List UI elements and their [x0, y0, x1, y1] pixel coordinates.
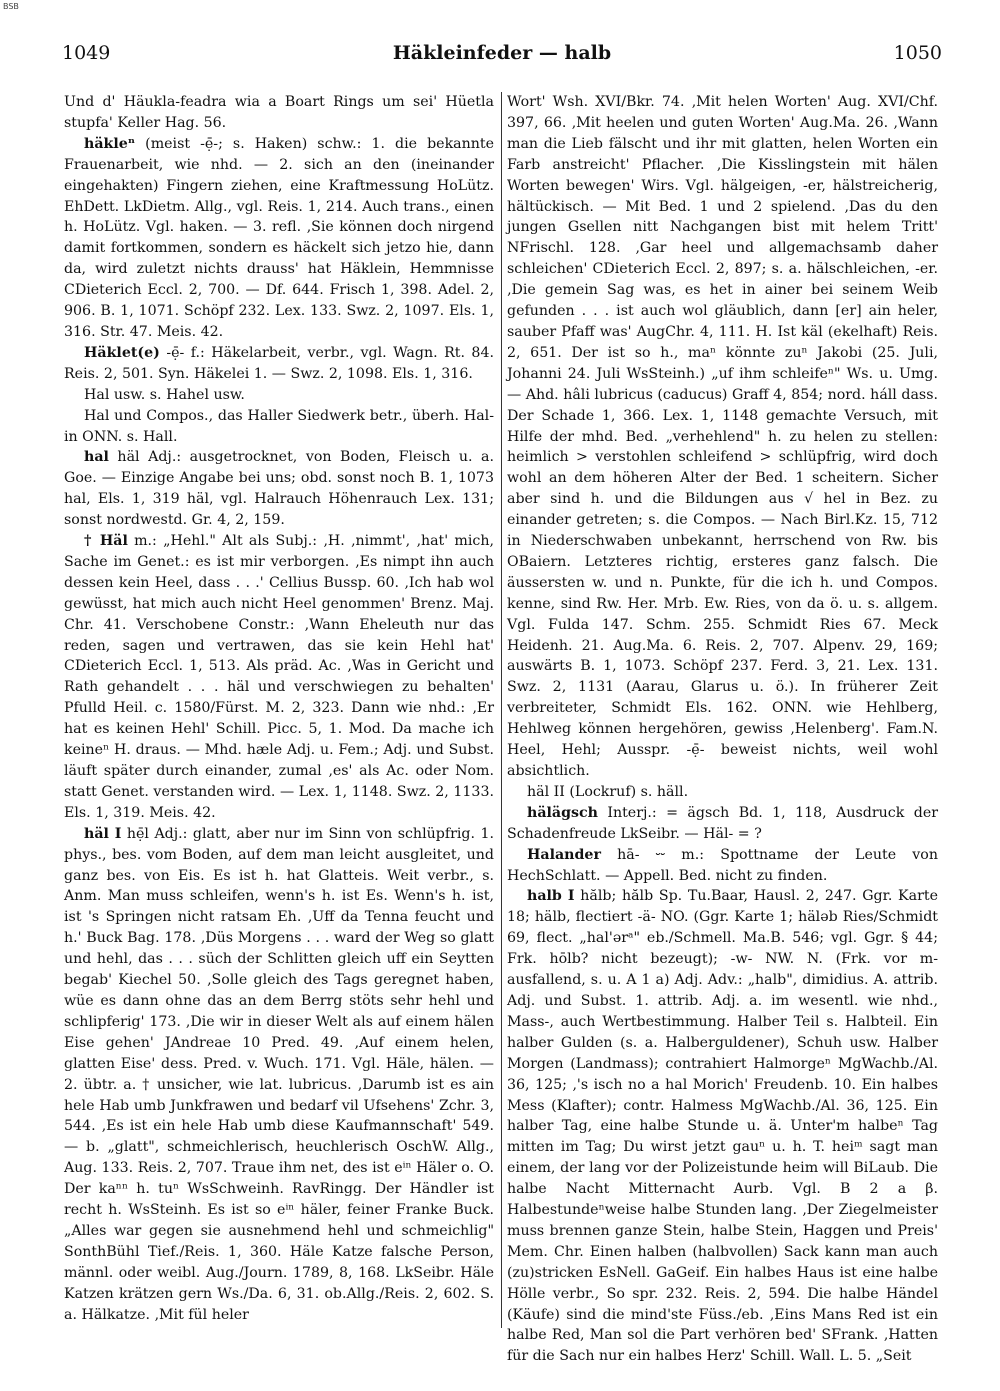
page-header [62, 42, 942, 78]
entry: Hal usw. s. Hahel usw. [84, 386, 245, 403]
right-column [507, 92, 938, 1365]
entry: Halander hā- ⏑⏑ m.: Spottname der Leute von HechSchlatt. — Appell. Bed. nicht zu finden. [507, 846, 938, 884]
headword: häl I [84, 825, 122, 842]
entry: häl II (Lockruf) s. häll. [527, 783, 689, 800]
entry: hal häl Adj.: ausgetrocknet, von Boden, Fleisch u. a. Goe. — Einzige Angabe bei uns; obd. sonst noch B. 1, 1073 hal, Els. 1, 319 häl, vgl. Halrauch Höhenrauch Lex. 131; sonst nordwestd. Gr. 4, 2, 159. [64, 449, 494, 529]
entry: Hal und Compos., das Haller Siedwerk betr., überh. Hal- in ONN. s. Hall. [64, 407, 494, 445]
headword: hal [84, 449, 109, 466]
entry: hälägsch Interj.: = ägsch Bd. 1, 118, Ausdruck der Schadenfreude LkSeibr. — Häl- = ? [507, 804, 938, 842]
page-number-right: 1050 [893, 42, 942, 64]
headword: † Häl [84, 533, 128, 550]
headword: hälägsch [527, 804, 598, 821]
headword: halb I [527, 888, 575, 905]
headword: Halander [527, 846, 601, 863]
page-number-left: 1049 [62, 42, 111, 64]
entry: häkleⁿ (meist -ẹ̄-; s. Haken) schw.: 1. die bekannte Frauenarbeit, wie nhd. — 2. sich an den (ineinander eingehakten) Fingern ziehen, eine Kraftmessung HoLütz. EhDett. LkDietm. Allg., vgl. Reis. 1, 214. Auch trans., einen h. HoLütz. Vgl. haken. — 3. refl. ‚Sie können doch nirgend damit fortkommen, sondern es häckelt sich jetzo hie, dann da, wird zuletzt nichts drauss' hat Häklein, Hemmnisse CDieterich Eccl. 2, 700. — Df. 644. Frisch 1, 398. Adel. 2, 906. B. 1, 1071. Schöpf 232. Lex. 133. Swz. 2, 1097. Els. 1, 316. Str. 47. Meis. 42. [64, 135, 494, 340]
running-title: Häkleinfeder — halb [392, 42, 612, 64]
entry: Und d' Häukla-feadra wia a Boart Rings um sei' Hüetla stupfa' Keller Hag. 56. [64, 94, 494, 131]
library-stamp: BSB [3, 2, 19, 11]
column-divider [501, 92, 502, 1328]
headword: Häklet(e) [84, 344, 160, 361]
entry: häl I hẹ̄l Adj.: glatt, aber nur im Sinn von schlüpfrig. 1. phys., bes. vom Boden, auf dem man leicht ausgleitet, und ganz bes. von Eis. Es ist h. hat Glatteis. Weit verbr., s. Anm. Man muss schleifen, wenn's h. ist Es. Wenn's h. ist, ist 's Springen nicht ratsam Eh. ‚Uff da Tenna feucht und h.' Buck Bag. 178. ‚Düs Morgens . . . ward der Weg so glatt und hehl, das . . . süch der Schlitten gleich uff ein Seytten begab' Kiechel 50. ‚Solle gleich des Tags geregnet haben, wüe es dann ohne das an dem Berrg stöts sehr hehl und schlipferig' 173. ‚Die wir in dieser Welt als auf einem hälen Eise gehen' JAndreae 10 Pred. 49. ‚Auf einem helen, glatten Eise' dess. Pred. v. Wuch. 171. Vgl. Häle, hälen. — 2. übtr. a. † unsicher, wie lat. lubricus. ‚Darumb ist es ain hele Hab umb Junkfrawen und bedarf vil Ufsehens' Zchr. 3, 544. ‚Es ist ein hele Hab umb diese Kaufmannschaft' 549. — b. „glatt", schmeichlerisch, heuchlerisch OschW. Allg., Aug. 133. Reis. 2, 707. Traue ihm net, des ist eⁱⁿ Häler o. O. Der kaⁿⁿ h. tuⁿ WsSchweinh. RavRingg. Der Händler ist recht h. WsSteinh. Es ist so eⁱⁿ häler, feiner Franke Buck. „Alles war gegen sie ausnehmend hehl und schmeichlig" SonthBühl Tief./Reis. 1, 360. Häle Katze falsche Person, männl. oder weibl. Aug./Journ. 1789, 8, 168. LkSeibr. Häle Katzen krätzen gern Ws./Da. 6, 31. ob.Allg./Reis. 2, 602. S. a. Hälkatze. ‚Mit fül heler [64, 825, 494, 1323]
entry: Häklet(e) -ẹ̄- f.: Häkelarbeit, verbr., vgl. Wagn. Rt. 84. Reis. 2, 501. Syn. Häkelei 1. — Swz. 2, 1098. Els. 1, 316. [64, 344, 494, 382]
entry: halb I hălb; hălb Sp. Tu.Baar, Hausl. 2, 247. Ggr. Karte 18; hälb, flectiert -ä- NO. (Ggr. Karte 1; häləb Ries/Schmidt 69, flect. „hal'ərᵃ" eb./Schmell. Ma.B. 546; vgl. Ggr. § 44; Frk. hōlb? nicht bezeugt); -w- NW. N. (Frk. vor m- ausfallend, s. u. A 1 a) Adj. Adv.: „halb", dimidius. A. attrib. Adj. und Subst. 1. attrib. Adj. a. im wesentl. wie nhd., Mass-, auch Wertbestimmung. Halber Teil s. Halbteil. Ein halber Gulden (s. a. Halberguldener), Schuh usw. Halber Morgen (Landmass); contrahiert Halmorgeⁿ MgWachb./Al. 36, 125; ‚'s isch no a hal Morich' Freudenb. 10. Ein halbes Mess (Klafter); contr. Halmess MgWachb./Al. 36, 125. Ein halber Tag, eine halbe Stunde u. ä. Unter'm halbeⁿ Tag mitten im Tag; Du wirst jetzt gauⁿ u. h. T. heiᵐ sagt man einem, der lang vor der Polizeistunde heim will BiLaub. Die halbe Nacht Mitternacht Aurb. Vgl. B 2 a β. Halbestundeⁿweise halbe Stunden lang. ‚Der Ziegelmeister muss brennen ganze Stein, halbe Stein, Haggen und Preis' Mem. Chr. Einen halben (halbvollen) Sack kann man auch (zu)stricken EsNell. GaGeif. Ein halbes Haus ist eine halbe Hölle verbr., So spr. 232. Reis. 2, 594. Die halbe Händel (Käufe) sind die mind'ste Füss./eb. ‚Eins Mans Red ist ein halbe Red, Man sol die Part verhören bed' SFrank. ‚Hatten für die Sach nur ein halbes Herz' Schill. Wall. L. 5. „Seit [507, 888, 938, 1365]
headword: häkleⁿ [84, 135, 136, 152]
left-column [64, 92, 494, 1332]
entry: † Häl m.: „Hehl." Alt als Subj.: ‚H. ‚nimmt', ‚hat' mich, Sache im Genet.: es ist mir verborgen. ‚Es nimpt ihn auch dessen kein Heel, dass . . .' Cellius Bussp. 60. ‚Ich hab wol gewüsst, hat mich auch nicht Heel genommen' Brenz. Maj. Chr. 41. Verschobene Constr.: ‚Wann Eheleuth nur das reden, sagen und vertrawen, das sie kein Hehl hat' CDieterich Eccl. 1, 513. Als präd. Ac. ‚Was in Gericht und Rath gehandelt . . . häl und verschwiegen zu behalten' Pfulld Heil. c. 1580/Fürst. M. 2, 323. Dann wie nhd.: ‚Er hat es keinen Hehl' Schill. Picc. 5, 1. Mod. Da mache ich keineⁿ H. draus. — Mhd. hæle Adj. u. Fem.; Adj. und Subst. läuft später durch einander, zumal ‚es' als Ac. oder Nom. statt Genet. verstanden wird. — Lex. 1, 1148. Swz. 2, 1133. Els. 1, 319. Meis. 42. [64, 533, 494, 821]
entry: Wort' Wsh. XVI/Bkr. 74. ‚Mit helen Worten' Aug. XVI/Chf. 397, 66. ‚Mit heelen und guten Worten' Aug.Ma. 26. ‚Wann man die Lieb fälscht und ihr mit glatten, helen Worten ein Farb anstreicht' Pflacher. ‚Die Kisslingstein mit hälen Worten bewegen' Wirs. Vgl. hälgeigen, -er, hälstreicherig, hältückisch. — Mit Bed. 1 und 2 spielend. ‚Das du den jungen Gsellen nitt Nachgangen bist mit helem Tritt' NFrischl. 128. ‚Gar heel und allgemachsamb daher schleichen' CDieterich Eccl. 2, 897; s. a. hälschleichen, -er. ‚Die gemein Sag was, es het in ainer bei seinem Weib gefunden . . . ist auch wol gläublich, dann [er] ain heler, sauber Pfaff was' AugChr. 4, 111. H. Ist käl (ekelhaft) Reis. 2, 651. Der ist so h., maⁿ könnte zuⁿ Jakobi (25. Juli, Johanni 24. Juli WsSteinh.) „uf ihm schleifeⁿ" Ws. u. Umg. — Ahd. hâli lubricus (caducus) Graff 4, 854; nord. háll dass. Der Schade 1, 366. Lex. 1, 1148 gemachte Versuch, mit Hilfe der mhd. Bed. „verhehlend" h. zu helen zu stellen: heimlich > verstohlen schleifend > schlüpfrig, wird doch wohl an dem höheren Alter der Bed. 1 scheitern. Sicher aber sind h. und die Bildungen aus √ hel in Bez. zu einander getreten; s. die Compos. — Nach Birl.Kz. 15, 712 in Niederschwaben unbekannt, herrschend von Rw. bis OBaiern. Letzteres richtig, ersteres ganz falsch. Die äussersten w. und n. Punkte, für die ich h. und Compos. kenne, sind Rw. Her. Mrb. Ew. Ries, von da ö. u. s. allgem. Vgl. Fulda 147. Schm. 255. Schmidt Ries 67. Meck Heidenh. 21. Aug.Ma. 6. Reis. 2, 707. Alpenv. 29, 169; auswärts B. 1, 1073. Schöpf 237. Ferd. 3, 21. Lex. 131. Swz. 2, 1131 (Aarau, Glarus u. ö.). In früherer Zeit verbreiteter, Schmidt Els. 162. ONN. wie Hehlberg, Hehlweg können hergehören, gewiss ‚Helenberg'. Fam.N. Heel, Hehl; Ausspr. -ẹ̄- beweist nichts, weil wohl absichtlich. [507, 94, 938, 779]
